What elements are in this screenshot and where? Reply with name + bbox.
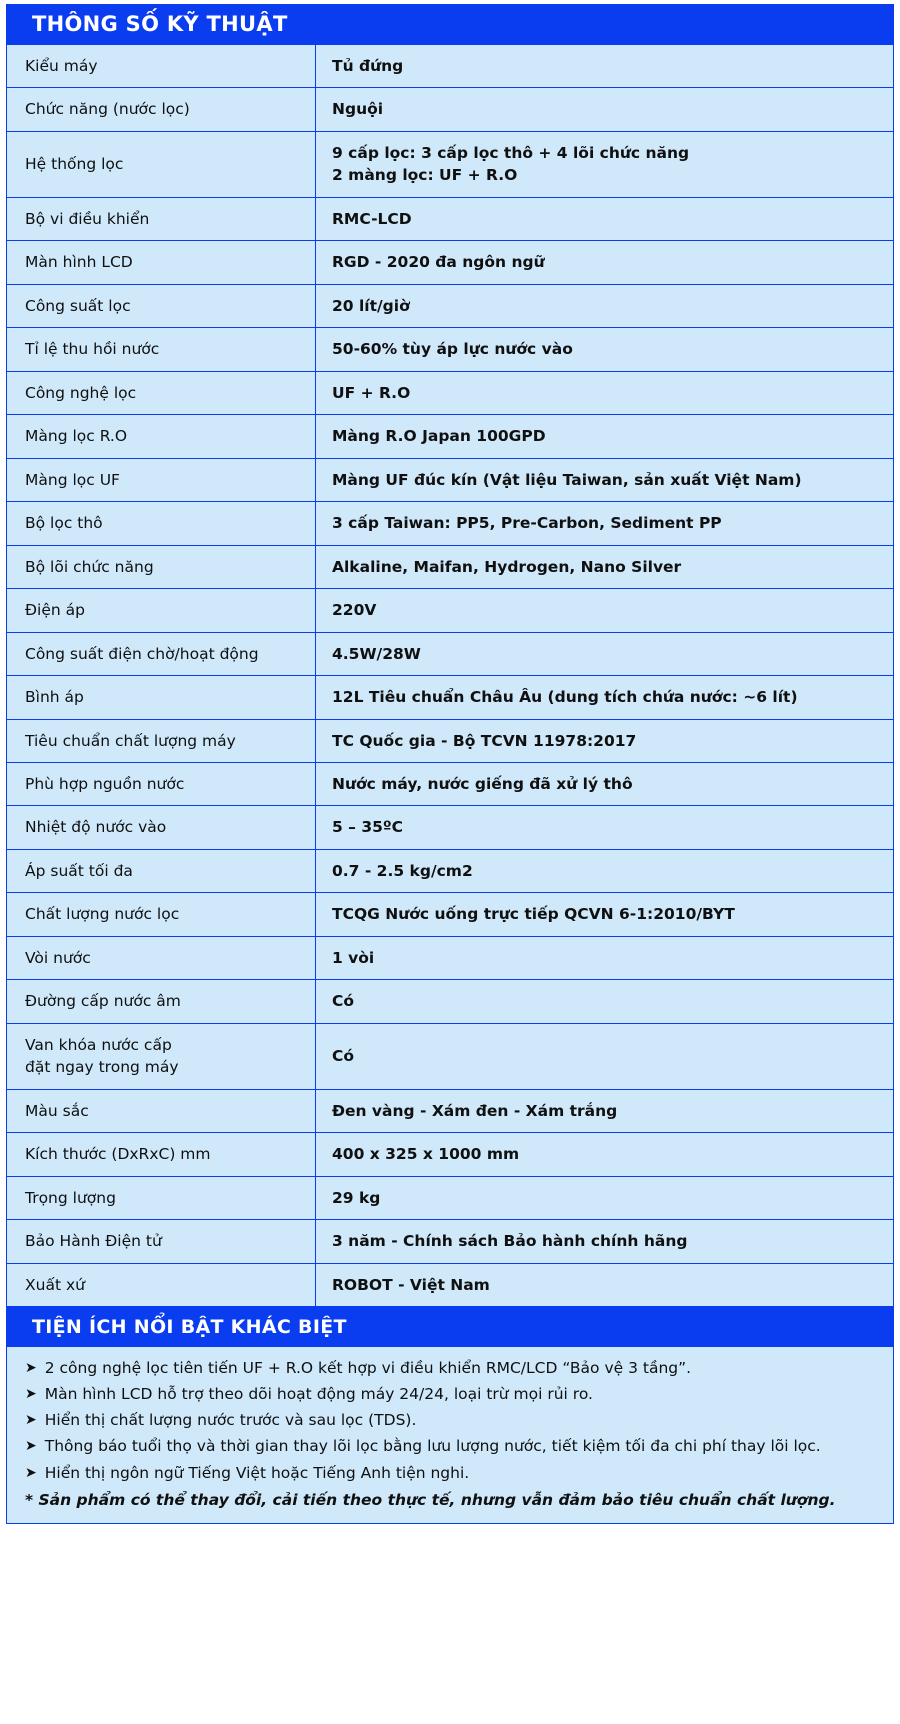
spec-label-line: Màu sắc bbox=[25, 1101, 89, 1120]
spec-value-line: UF + R.O bbox=[332, 383, 411, 402]
spec-value-line: TCQG Nước uống trực tiếp QCVN 6-1:2010/BYT bbox=[332, 905, 735, 924]
spec-value bbox=[316, 1133, 894, 1176]
spec-value-line: 4.5W/28W bbox=[332, 644, 421, 663]
table-row bbox=[7, 458, 894, 501]
table-row bbox=[7, 45, 894, 88]
extra-section-title: TIỆN ÍCH NỔI BẬT KHÁC BIỆT bbox=[32, 1316, 347, 1339]
arrow-bullet-icon: ➤ bbox=[25, 1359, 37, 1376]
spec-value bbox=[316, 458, 894, 501]
spec-label bbox=[7, 1263, 316, 1306]
spec-value bbox=[316, 371, 894, 414]
spec-value bbox=[316, 849, 894, 892]
spec-value-line: 0.7 - 2.5 kg/cm2 bbox=[332, 861, 473, 880]
spec-value bbox=[316, 719, 894, 762]
table-row bbox=[7, 241, 894, 284]
table-row bbox=[7, 632, 894, 675]
spec-label bbox=[7, 88, 316, 131]
list-item bbox=[25, 1460, 877, 1486]
list-item-label: Hiển thị chất lượng nước trước và sau lọc (TDS). bbox=[44, 1411, 417, 1430]
spec-value-line: Đen vàng - Xám đen - Xám trắng bbox=[332, 1101, 618, 1120]
spec-value-line: 3 năm - Chính sách Bảo hành chính hãng bbox=[332, 1232, 688, 1251]
spec-label bbox=[7, 589, 316, 632]
table-row bbox=[7, 328, 894, 371]
spec-label-line: Bộ lõi chức năng bbox=[25, 557, 154, 576]
spec-label bbox=[7, 632, 316, 675]
spec-label bbox=[7, 806, 316, 849]
spec-label bbox=[7, 936, 316, 979]
arrow-bullet-icon: ➤ bbox=[25, 1385, 37, 1402]
spec-value bbox=[316, 893, 894, 936]
spec-value-line: 9 cấp lọc: 3 cấp lọc thô + 4 lõi chức năng bbox=[332, 143, 690, 162]
spec-label bbox=[7, 415, 316, 458]
table-row bbox=[7, 762, 894, 805]
spec-label bbox=[7, 1176, 316, 1219]
table-row bbox=[7, 589, 894, 632]
table-row bbox=[7, 676, 894, 719]
spec-value bbox=[316, 806, 894, 849]
extra-list bbox=[25, 1355, 877, 1486]
spec-value-line: Có bbox=[332, 1047, 355, 1066]
spec-label bbox=[7, 893, 316, 936]
spec-label-line: Bình áp bbox=[25, 688, 84, 707]
spec-label-line: Áp suất tối đa bbox=[25, 861, 133, 880]
spec-label bbox=[7, 197, 316, 240]
spec-value-line: 29 kg bbox=[332, 1188, 381, 1207]
table-row bbox=[7, 719, 894, 762]
extra-section-body bbox=[6, 1347, 894, 1524]
spec-label bbox=[7, 719, 316, 762]
spec-label bbox=[7, 980, 316, 1023]
spec-value bbox=[316, 328, 894, 371]
spec-label-line: Công suất điện chờ/hoạt động bbox=[25, 644, 259, 663]
table-row bbox=[7, 1023, 894, 1089]
spec-value bbox=[316, 45, 894, 88]
spec-label-line: Màn hình LCD bbox=[25, 253, 133, 272]
spec-label-line: Kiểu máy bbox=[25, 57, 98, 75]
spec-value bbox=[316, 545, 894, 588]
spec-table bbox=[6, 44, 894, 1307]
spec-label-line: Màng lọc R.O bbox=[25, 427, 128, 446]
spec-label bbox=[7, 131, 316, 197]
spec-label-line: đặt ngay trong máy bbox=[25, 1058, 179, 1077]
spec-label bbox=[7, 545, 316, 588]
spec-value-line: 50-60% tùy áp lực nước vào bbox=[332, 340, 573, 359]
spec-label-line: Van khóa nước cấp bbox=[25, 1035, 172, 1054]
table-row bbox=[7, 131, 894, 197]
spec-label-line: Xuất xứ bbox=[25, 1275, 85, 1294]
spec-value bbox=[316, 1089, 894, 1132]
spec-value-line: 20 lít/giờ bbox=[332, 296, 410, 315]
spec-label-line: Tỉ lệ thu hồi nước bbox=[25, 340, 160, 359]
spec-label-line: Bộ vi điều khiển bbox=[25, 209, 150, 228]
list-item-label: Hiển thị ngôn ngữ Tiếng Việt hoặc Tiếng Anh tiện nghi. bbox=[44, 1463, 470, 1482]
spec-value bbox=[316, 197, 894, 240]
spec-label bbox=[7, 502, 316, 545]
spec-value-line: Màng UF đúc kín (Vật liệu Taiwan, sản xuất Việt Nam) bbox=[332, 470, 802, 489]
spec-value bbox=[316, 589, 894, 632]
spec-label-line: Công nghệ lọc bbox=[25, 383, 137, 402]
table-row bbox=[7, 1220, 894, 1263]
spec-label bbox=[7, 241, 316, 284]
table-row bbox=[7, 502, 894, 545]
spec-label bbox=[7, 328, 316, 371]
spec-label bbox=[7, 1133, 316, 1176]
spec-label bbox=[7, 762, 316, 805]
spec-value-line: 400 x 325 x 1000 mm bbox=[332, 1145, 520, 1164]
spec-value bbox=[316, 415, 894, 458]
list-item-label: Thông báo tuổi thọ và thời gian thay lõi lọc bằng lưu lượng nước, tiết kiệm tối đa chi phí thay lõi lọc. bbox=[44, 1437, 821, 1456]
extra-section-header bbox=[6, 1307, 894, 1347]
spec-label-line: Phù hợp nguồn nước bbox=[25, 774, 185, 793]
table-row bbox=[7, 284, 894, 327]
spec-label bbox=[7, 849, 316, 892]
list-item bbox=[25, 1408, 877, 1434]
spec-value-line: 1 vòi bbox=[332, 948, 375, 967]
spec-label-line: Màng lọc UF bbox=[25, 470, 120, 489]
spec-value bbox=[316, 241, 894, 284]
spec-value bbox=[316, 131, 894, 197]
table-row bbox=[7, 1263, 894, 1306]
spec-value-line: 2 màng lọc: UF + R.O bbox=[332, 166, 518, 185]
list-item-label: Màn hình LCD hỗ trợ theo dõi hoạt động máy 24/24, loại trừ mọi rủi ro. bbox=[44, 1384, 593, 1403]
spec-value-line: Có bbox=[332, 992, 355, 1011]
spec-value-line: 3 cấp Taiwan: PP5, Pre-Carbon, Sediment PP bbox=[332, 514, 722, 533]
spec-value bbox=[316, 632, 894, 675]
spec-label-line: Kích thước (DxRxC) mm bbox=[25, 1145, 211, 1164]
spec-value-line: 220V bbox=[332, 601, 377, 620]
arrow-bullet-icon: ➤ bbox=[25, 1438, 37, 1455]
spec-label-line: Hệ thống lọc bbox=[25, 155, 124, 174]
extra-note: * Sản phẩm có thể thay đổi, cải tiến theo thực tế, nhưng vẫn đảm bảo tiêu chuẩn chất lượng. bbox=[25, 1491, 836, 1510]
list-item bbox=[25, 1381, 877, 1407]
spec-value bbox=[316, 1023, 894, 1089]
spec-label-line: Chức năng (nước lọc) bbox=[25, 100, 190, 119]
list-item-label: 2 công nghệ lọc tiên tiến UF + R.O kết hợp vi điều khiển RMC/LCD “Bảo vệ 3 tầng”. bbox=[44, 1358, 692, 1377]
spec-label bbox=[7, 1220, 316, 1263]
table-row bbox=[7, 197, 894, 240]
table-row bbox=[7, 545, 894, 588]
spec-label bbox=[7, 1089, 316, 1132]
table-row bbox=[7, 893, 894, 936]
spec-value bbox=[316, 502, 894, 545]
spec-value bbox=[316, 284, 894, 327]
spec-section-header bbox=[6, 4, 894, 44]
spec-value bbox=[316, 762, 894, 805]
spec-value-line: Alkaline, Maifan, Hydrogen, Nano Silver bbox=[332, 557, 682, 576]
table-row bbox=[7, 371, 894, 414]
spec-value-line: RMC-LCD bbox=[332, 209, 412, 228]
spec-value bbox=[316, 936, 894, 979]
spec-value-line: 5 – 35ºC bbox=[332, 818, 404, 837]
spec-value-line: 12L Tiêu chuẩn Châu Âu (dung tích chứa nước: ~6 lít) bbox=[332, 688, 798, 707]
table-row bbox=[7, 88, 894, 131]
spec-value-line: Nước máy, nước giếng đã xử lý thô bbox=[332, 774, 633, 793]
table-row bbox=[7, 806, 894, 849]
spec-label-line: Bảo Hành Điện tử bbox=[25, 1232, 162, 1251]
spec-value-line: Màng R.O Japan 100GPD bbox=[332, 427, 546, 446]
table-row bbox=[7, 1176, 894, 1219]
table-row bbox=[7, 415, 894, 458]
spec-label-line: Chất lượng nước lọc bbox=[25, 905, 180, 924]
table-row bbox=[7, 980, 894, 1023]
arrow-bullet-icon: ➤ bbox=[25, 1412, 37, 1429]
spec-value bbox=[316, 676, 894, 719]
spec-label-line: Nhiệt độ nước vào bbox=[25, 818, 167, 837]
spec-label-line: Vòi nước bbox=[25, 948, 91, 967]
spec-value bbox=[316, 88, 894, 131]
spec-label bbox=[7, 371, 316, 414]
table-row bbox=[7, 936, 894, 979]
spec-value bbox=[316, 1263, 894, 1306]
spec-value-line: Tủ đứng bbox=[332, 57, 404, 75]
spec-label bbox=[7, 45, 316, 88]
spec-label-line: Bộ lọc thô bbox=[25, 514, 103, 533]
spec-section-title: THÔNG SỐ KỸ THUẬT bbox=[32, 12, 288, 36]
spec-label-line: Đường cấp nước âm bbox=[25, 992, 181, 1011]
arrow-bullet-icon: ➤ bbox=[25, 1464, 37, 1481]
spec-label bbox=[7, 458, 316, 501]
table-row bbox=[7, 849, 894, 892]
spec-value-line: TC Quốc gia - Bộ TCVN 11978:2017 bbox=[332, 731, 637, 750]
spec-label bbox=[7, 1023, 316, 1089]
spec-value bbox=[316, 1220, 894, 1263]
spec-label bbox=[7, 284, 316, 327]
spec-label-line: Điện áp bbox=[25, 601, 85, 620]
spec-sheet bbox=[0, 4, 900, 1530]
spec-value-line: Nguội bbox=[332, 100, 384, 119]
spec-value-line: ROBOT - Việt Nam bbox=[332, 1275, 490, 1294]
spec-value bbox=[316, 980, 894, 1023]
spec-table-body bbox=[7, 45, 894, 1307]
table-row bbox=[7, 1133, 894, 1176]
spec-label-line: Công suất lọc bbox=[25, 296, 131, 315]
list-item bbox=[25, 1434, 877, 1460]
list-item bbox=[25, 1355, 877, 1381]
table-row bbox=[7, 1089, 894, 1132]
spec-value-line: RGD - 2020 đa ngôn ngữ bbox=[332, 253, 545, 272]
spec-label-line: Tiêu chuẩn chất lượng máy bbox=[25, 731, 236, 750]
spec-label bbox=[7, 676, 316, 719]
spec-label-line: Trọng lượng bbox=[25, 1188, 116, 1207]
spec-value bbox=[316, 1176, 894, 1219]
